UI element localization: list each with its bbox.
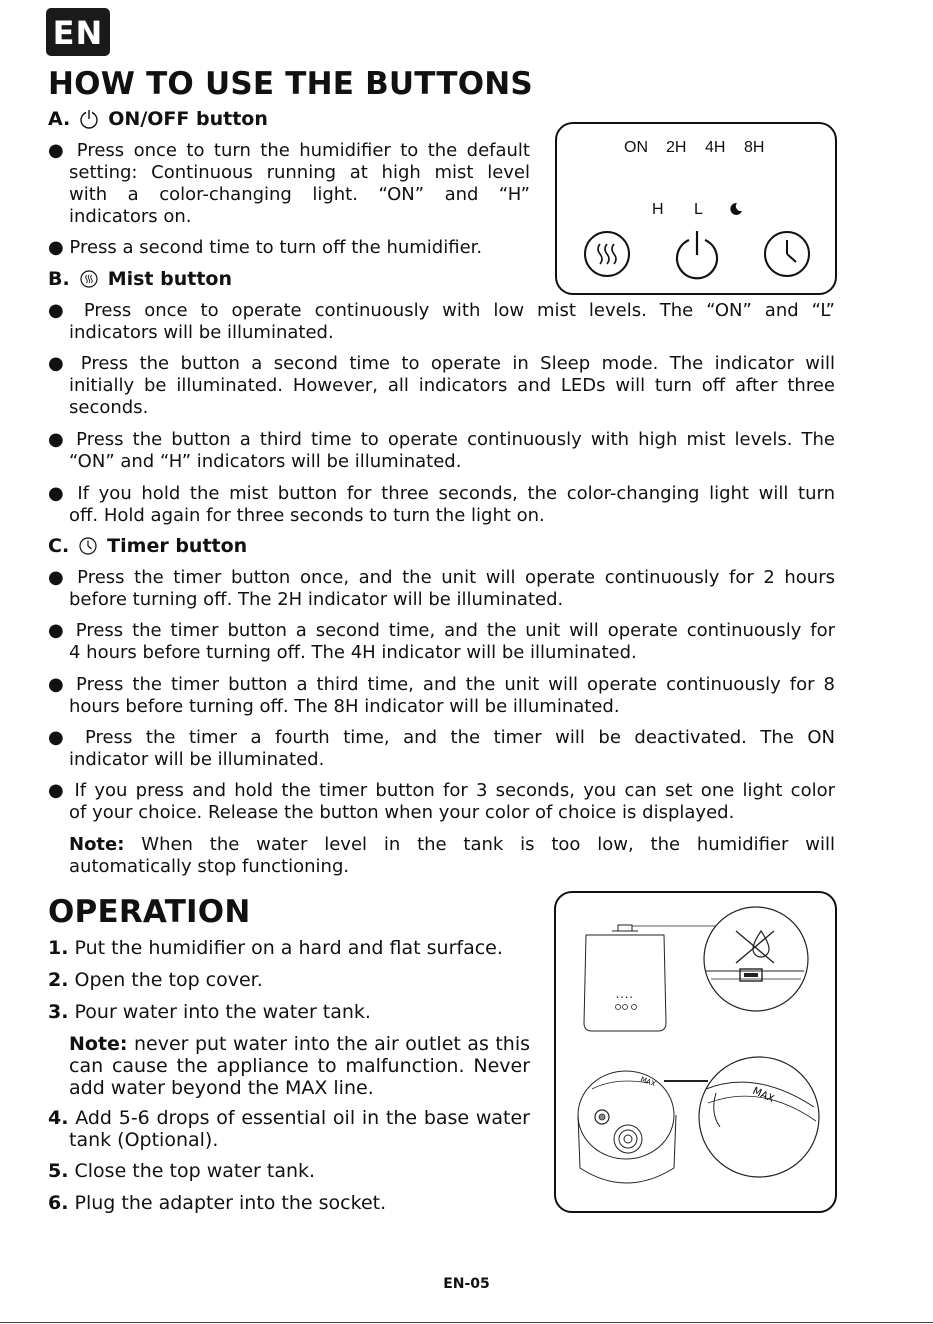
power-icon [78, 108, 100, 130]
subheading-mist [48, 268, 232, 290]
bullet-line: indicator will be illuminated. [69, 749, 325, 770]
mist-button-icon [582, 229, 632, 279]
bullet-mist-4 [48, 483, 835, 527]
mist-icon [78, 268, 100, 290]
subheading-label: Mist button [107, 268, 233, 290]
bullet-timer-5 [48, 780, 835, 824]
operation-step-2 [48, 969, 263, 991]
bullet-line: ● Press the timer a fourth time, and the timer will be deactivated. The ON [48, 727, 835, 748]
bullet-line: ● Press the timer button a third time, and the unit will operate continuously for 8 [48, 674, 835, 695]
bullet-line: 4 hours before turning off. The 4H indicator will be illuminated. [69, 642, 637, 663]
language-badge: EN [46, 8, 110, 56]
indicator-8h: 8H [744, 139, 765, 156]
bullet-line: ● Press the button a second time to operate in Sleep mode. The indicator will [48, 353, 835, 374]
bullet-timer-2 [48, 620, 835, 664]
humidifier-illustration [556, 893, 835, 1211]
operation-step-5 [48, 1160, 315, 1182]
subheading-onoff [48, 108, 268, 130]
indicator-on: ON [624, 139, 648, 156]
max-label-small: MAX [639, 1075, 657, 1089]
bullet-timer-1 [48, 567, 835, 611]
operation-step-6 [48, 1192, 386, 1214]
bullet-line: ● Press once to turn the humidifier to the default [48, 140, 530, 161]
max-label-large: MAX [750, 1085, 776, 1106]
section-title-buttons: HOW TO USE THE BUTTONS [48, 66, 533, 102]
bullet-line: initially be illuminated. However, all indicators and LEDs will turn off after three [69, 375, 835, 396]
moon-icon [729, 202, 743, 216]
step-number: 6. [48, 1192, 69, 1214]
indicator-2h: 2H [666, 139, 687, 156]
step-number: 1. [48, 937, 69, 959]
bullet-mist-1 [48, 300, 835, 344]
bullet-line: off. Hold again for three seconds to turn the light on. [69, 505, 545, 526]
bullet-line: indicators will be illuminated. [69, 322, 334, 343]
indicator-l: L [694, 201, 703, 218]
bullet-line: seconds. [69, 397, 149, 418]
step-number: 3. [48, 1001, 69, 1023]
step-text: Close the top water tank. [74, 1160, 316, 1182]
note-line [48, 834, 835, 856]
bullet-line: before turning off. The 2H indicator will be illuminated. [69, 589, 564, 610]
bullet-line: with a color-changing light. “ON” and “H” [69, 184, 530, 205]
note-line: add water beyond the MAX line. [69, 1077, 374, 1099]
footer-divider [0, 1322, 933, 1323]
section-title-operation: OPERATION [48, 894, 251, 930]
indicator-4h: 4H [705, 139, 726, 156]
svg-text:• • • •: • • • • [616, 995, 633, 1001]
bullet-line: ● Press the timer button once, and the unit will operate continuously for 2 hours [48, 567, 835, 588]
bullet-mist-3 [48, 429, 835, 473]
step-number: 2. [48, 969, 69, 991]
step-number: 4. [48, 1107, 69, 1129]
step-text: Open the top cover. [74, 969, 263, 991]
subheading-timer [48, 535, 247, 557]
clock-icon [77, 535, 99, 557]
bullet-timer-4 [48, 727, 835, 771]
bullet-onoff-2 [48, 237, 482, 259]
note-line: can cause the appliance to malfunction. Never [69, 1055, 530, 1077]
subheading-label: ON/OFF button [108, 108, 268, 130]
bullet-line: hours before turning off. The 8H indicator will be illuminated. [69, 696, 620, 717]
control-panel-illustration [555, 122, 837, 295]
step-text: tank (Optional). [69, 1129, 219, 1151]
operation-step-3 [48, 1001, 371, 1023]
operation-step-4 [48, 1107, 530, 1151]
power-button-icon [672, 228, 722, 280]
bullet-line: ● Press the timer button a second time, and the unit will operate continuously for [48, 620, 835, 641]
bullet-line: ● If you hold the mist button for three seconds, the color-changing light will turn [48, 483, 835, 504]
step-text: Pour water into the water tank. [74, 1001, 371, 1023]
bullet-line: ● Press once to operate continuously with low mist levels. The “ON” and “L” [48, 300, 835, 321]
bullet-line: indicators on. [69, 206, 192, 227]
subheading-prefix: A. [48, 108, 71, 130]
step-text: Add 5-6 drops of essential oil in the base water [75, 1107, 530, 1129]
bullet-line: ● If you press and hold the timer button for 3 seconds, you can set one light color [48, 780, 835, 801]
note-label: Note: [69, 834, 125, 855]
timer-note [48, 834, 835, 878]
operation-illustration [554, 891, 837, 1213]
bullet-line: ● Press a second time to turn off the humidifier. [48, 237, 483, 258]
bullet-timer-3 [48, 674, 835, 718]
indicator-h: H [652, 201, 664, 218]
timer-button-icon [762, 229, 812, 279]
bullet-line: of your choice. Release the button when your color of choice is displayed. [69, 802, 735, 823]
operation-note [48, 1033, 530, 1099]
bullet-onoff-1 [48, 140, 530, 228]
note-text: never put water into the air outlet as this [127, 1033, 530, 1055]
subheading-prefix: B. [48, 268, 70, 290]
step-text: Put the humidifier on a hard and flat surface. [74, 937, 503, 959]
step-text: Plug the adapter into the socket. [74, 1192, 387, 1214]
page-number: EN-05 [443, 1276, 490, 1292]
step-number: 5. [48, 1160, 69, 1182]
bullet-mist-2 [48, 353, 835, 419]
subheading-label: Timer button [107, 535, 248, 557]
bullet-line: ● Press the button a third time to operate continuously with high mist levels. The [48, 429, 835, 450]
note-text: When the water level in the tank is too low, the humidifier will [124, 834, 835, 855]
operation-step-1 [48, 937, 503, 959]
note-label: Note: [69, 1033, 128, 1055]
subheading-prefix: C. [48, 535, 70, 557]
bullet-line: “ON” and “H” indicators will be illuminated. [69, 451, 462, 472]
bullet-line: setting: Continuous running at high mist level [69, 162, 530, 183]
note-line: automatically stop functioning. [69, 856, 350, 877]
